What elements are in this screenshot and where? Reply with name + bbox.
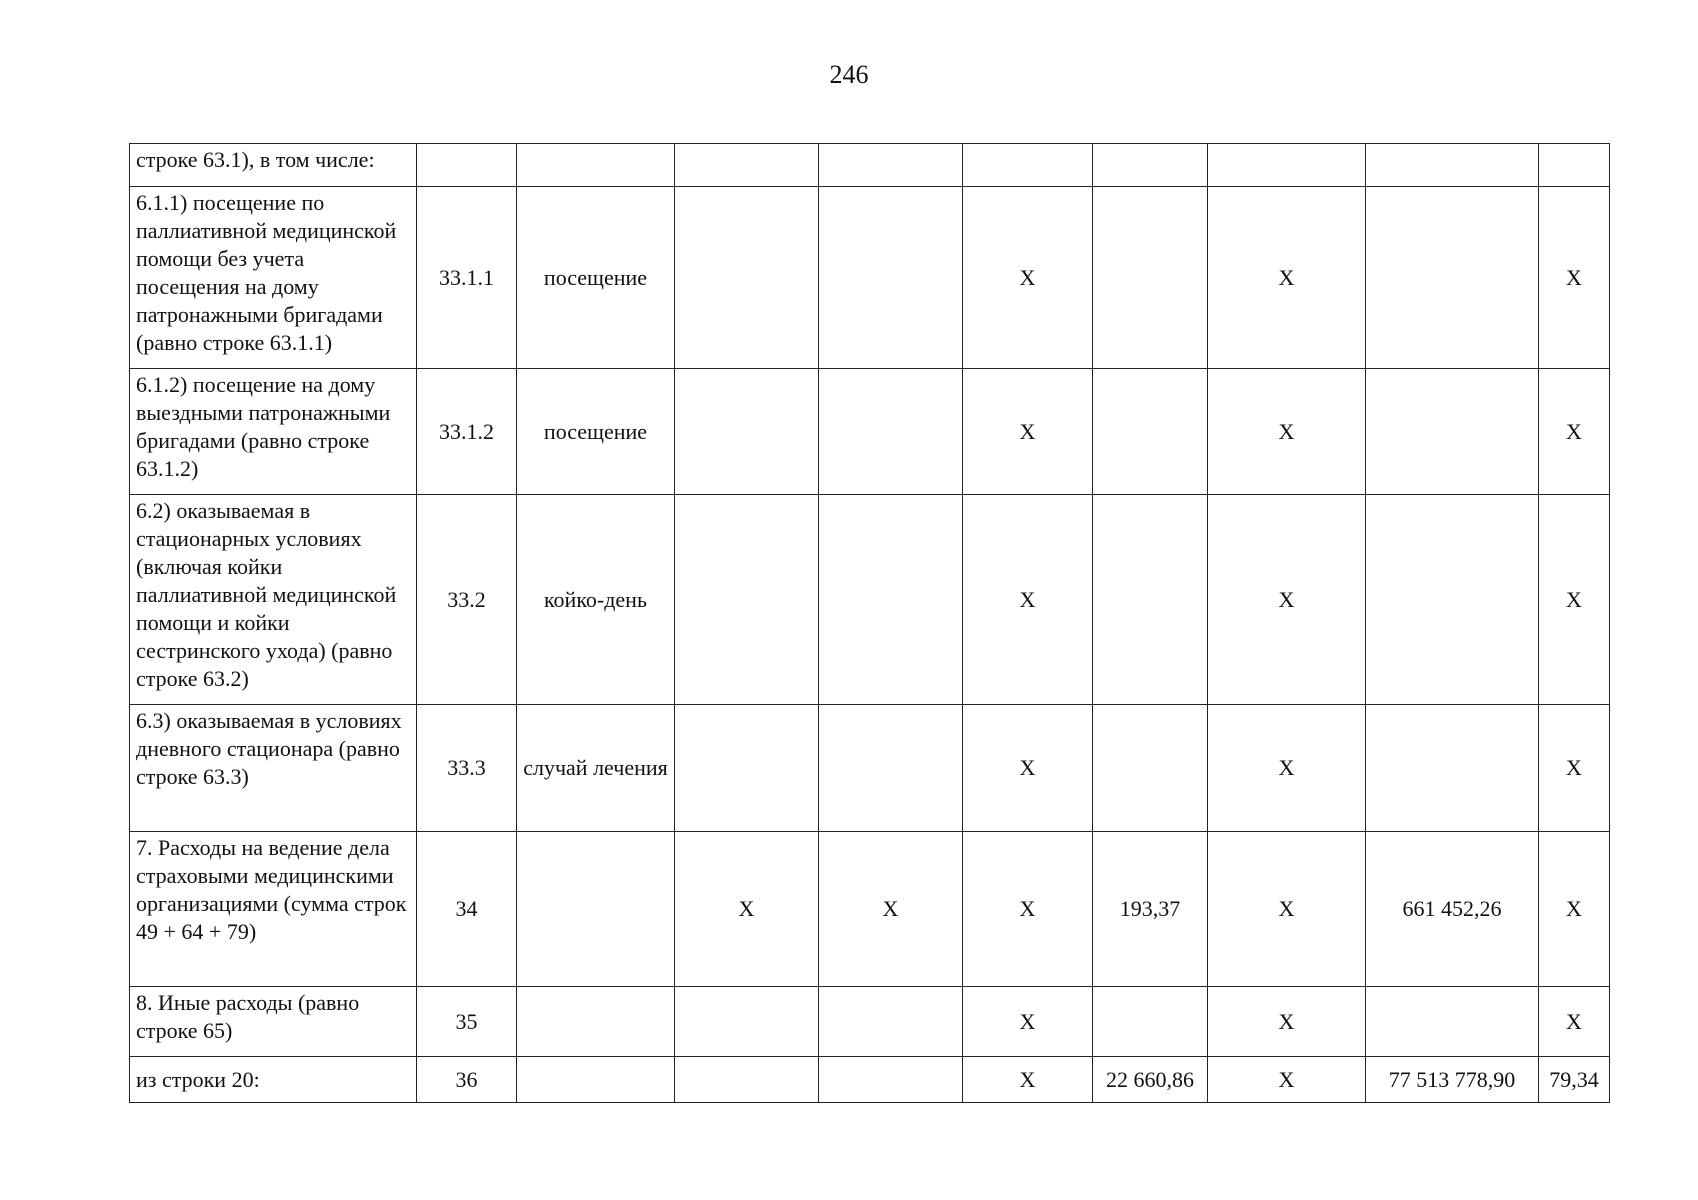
table-cell: X — [1208, 705, 1366, 832]
table-cell — [675, 705, 819, 832]
row-label: 6.1.2) посещение на дому выездными патронажными бригадами (равно строке 63.1.2) — [130, 369, 417, 495]
table-cell: X — [963, 1057, 1093, 1103]
data-table — [129, 143, 1610, 1103]
row-code: 33.1.1 — [417, 187, 517, 369]
row-code: 34 — [417, 832, 517, 987]
table-cell: 77 513 778,90 — [1366, 1057, 1539, 1103]
row-label: строке 63.1), в том числе: — [130, 144, 417, 187]
table-cell — [1093, 369, 1208, 495]
row-unit — [517, 832, 675, 987]
row-unit — [517, 987, 675, 1057]
table-cell: X — [1208, 1057, 1366, 1103]
table-cell: X — [1539, 705, 1610, 832]
table-cell — [819, 1057, 963, 1103]
table-row — [130, 987, 1610, 1057]
table-cell — [819, 369, 963, 495]
row-unit — [517, 1057, 675, 1103]
table-cell — [963, 144, 1093, 187]
row-code: 33.3 — [417, 705, 517, 832]
table-cell — [1093, 987, 1208, 1057]
row-label: 6.2) оказываемая в стационарных условиях (включая койки паллиативной медицинской помощи и койки сестринского ухода) (равно строке 63.2) — [130, 495, 417, 705]
table-cell — [1366, 987, 1539, 1057]
row-unit: койко-день — [517, 495, 675, 705]
row-label: 8. Иные расходы (равно строке 65) — [130, 987, 417, 1057]
row-label: 7. Расходы на ведение дела страховыми медицинскими организациями (сумма строк 49 + 64 + 79) — [130, 832, 417, 987]
table-cell: X — [963, 987, 1093, 1057]
table-cell: 193,37 — [1093, 832, 1208, 987]
table-cell — [1366, 705, 1539, 832]
table-cell: X — [963, 705, 1093, 832]
table-cell — [819, 144, 963, 187]
table-cell — [1093, 705, 1208, 832]
table-cell — [1093, 144, 1208, 187]
table-row — [130, 144, 1610, 187]
table-cell — [1366, 187, 1539, 369]
row-unit: посещение — [517, 369, 675, 495]
table-cell: X — [1208, 369, 1366, 495]
table-cell — [1093, 495, 1208, 705]
table-cell: X — [1539, 495, 1610, 705]
table-cell — [675, 1057, 819, 1103]
row-code: 35 — [417, 987, 517, 1057]
table-cell — [1208, 144, 1366, 187]
table-cell: 22 660,86 — [1093, 1057, 1208, 1103]
table-cell — [1366, 495, 1539, 705]
row-code: 33.2 — [417, 495, 517, 705]
table-cell — [675, 495, 819, 705]
table-cell: X — [1539, 832, 1610, 987]
row-code: 36 — [417, 1057, 517, 1103]
table-cell — [675, 144, 819, 187]
table-row — [130, 495, 1610, 705]
table-cell — [1539, 144, 1610, 187]
row-code — [417, 144, 517, 187]
table-cell — [819, 987, 963, 1057]
table-row — [130, 832, 1610, 987]
table-cell: X — [1208, 187, 1366, 369]
table-cell: X — [963, 187, 1093, 369]
table-cell — [819, 187, 963, 369]
table-cell: X — [1539, 369, 1610, 495]
table-cell: X — [963, 495, 1093, 705]
table-cell: X — [819, 832, 963, 987]
row-code: 33.1.2 — [417, 369, 517, 495]
table-cell — [1366, 369, 1539, 495]
row-unit — [517, 144, 675, 187]
row-label: из строки 20: — [130, 1057, 417, 1103]
table-cell — [675, 987, 819, 1057]
table-cell — [819, 495, 963, 705]
table-row — [130, 705, 1610, 832]
table-row — [130, 369, 1610, 495]
table-cell: X — [675, 832, 819, 987]
table-cell: X — [963, 832, 1093, 987]
table-cell: X — [1539, 987, 1610, 1057]
table-cell — [1366, 144, 1539, 187]
table-row — [130, 1057, 1610, 1103]
table-cell: 661 452,26 — [1366, 832, 1539, 987]
row-label: 6.1.1) посещение по паллиативной медицинской помощи без учета посещения на дому патронажными бригадами (равно строке 63.1.1) — [130, 187, 417, 369]
table-cell — [675, 369, 819, 495]
table-cell: X — [1208, 495, 1366, 705]
table-cell: X — [963, 369, 1093, 495]
table-cell: X — [1208, 987, 1366, 1057]
table-cell: X — [1539, 187, 1610, 369]
row-unit: посещение — [517, 187, 675, 369]
table-cell: X — [1208, 832, 1366, 987]
page-number: 246 — [829, 60, 869, 89]
table-cell — [819, 705, 963, 832]
table-cell — [675, 187, 819, 369]
row-unit: случай лечения — [517, 705, 675, 832]
table-cell: 79,34 — [1539, 1057, 1610, 1103]
row-label: 6.3) оказываемая в условиях дневного стационара (равно строке 63.3) — [130, 705, 417, 832]
table-cell — [1093, 187, 1208, 369]
table-row — [130, 187, 1610, 369]
